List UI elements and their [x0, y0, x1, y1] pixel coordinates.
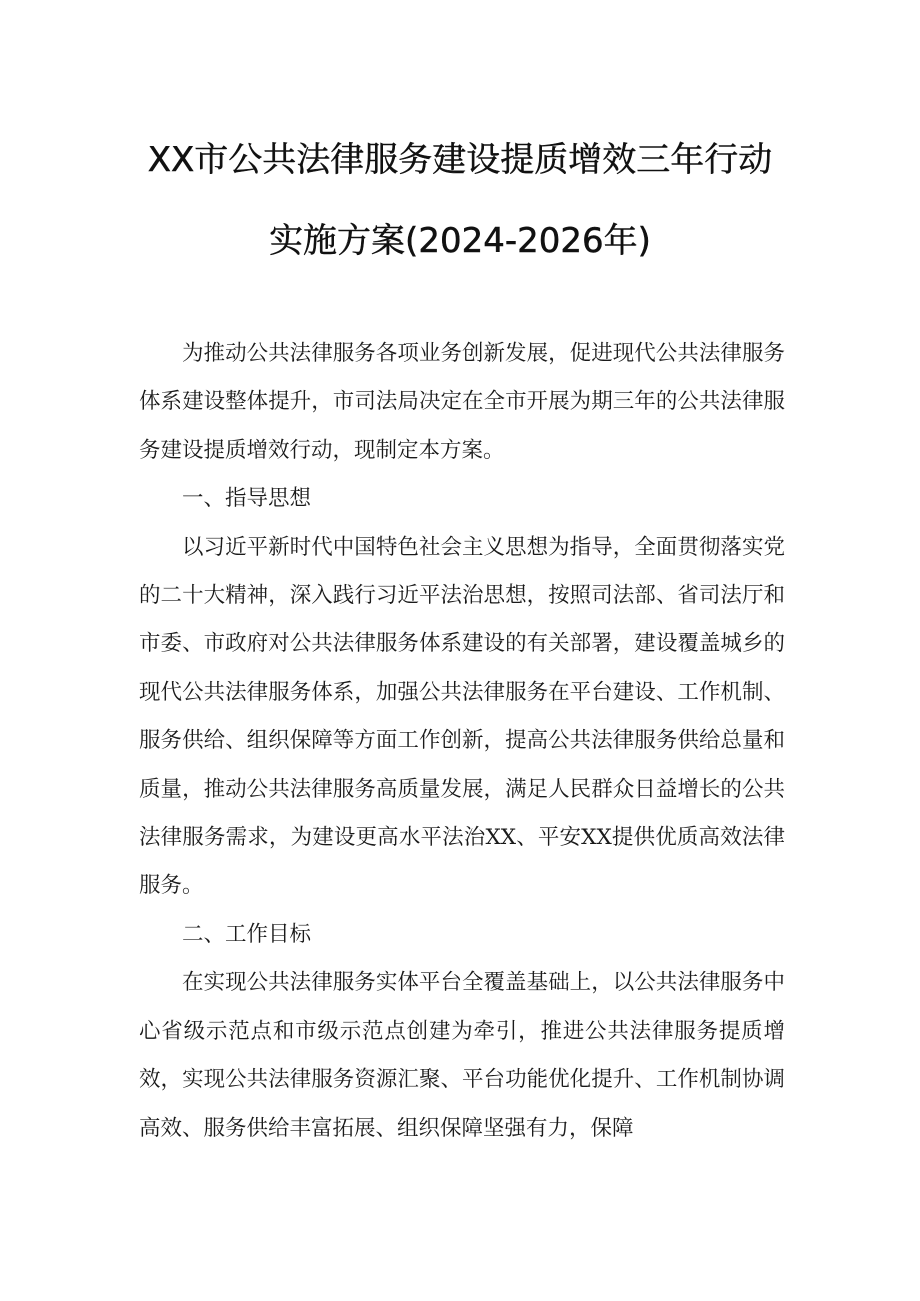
intro-paragraph: 为推动公共法律服务各项业务创新发展，促进现代公共法律服务体系建设整体提升，市司法局决定在全市开展为期三年的公共法律服务建设提质增效行动，现制定本方案。 — [139, 341, 785, 463]
document-title-line-1: XX市公共法律服务建设提质增效三年行动 — [147, 140, 773, 180]
work-goals-paragraph: 在实现公共法律服务实体平台全覆盖基础上，以公共法律服务中心省级示范点和市级示范点创建为牵引，推进公共法律服务提质增效，实现公共法律服务资源汇聚、平台功能优化提升、工作机制协调高效、服务供给丰富拓展、组织保障坚强有力，保障 — [139, 970, 785, 1141]
section-heading-work-goals: 二、工作目标 — [182, 921, 312, 947]
document-body — [139, 330, 785, 1153]
guiding-ideology-paragraph: 以习近平新时代中国特色社会主义思想为指导，全面贯彻落实党的二十大精神，深入践行习近平法治思想，按照司法部、省司法厅和市委、市政府对公共法律服务体系建设的有关部署，建设覆盖城乡的现代公共法律服务体系，加强公共法律服务在平台建设、工作机制、服务供给、组织保障等方面工作创新，提高公共法律服务供给总量和质量，推动公共法律服务高质量发展，满足人民群众日益增长的公共法律服务需求，为建设更高水平法治XX、平安XX提供优质高效法律服务。 — [139, 534, 785, 899]
document-title-line-2: 实施方案(2024-2026年) — [269, 221, 651, 261]
section-heading-guiding-ideology: 一、指导思想 — [182, 486, 312, 512]
